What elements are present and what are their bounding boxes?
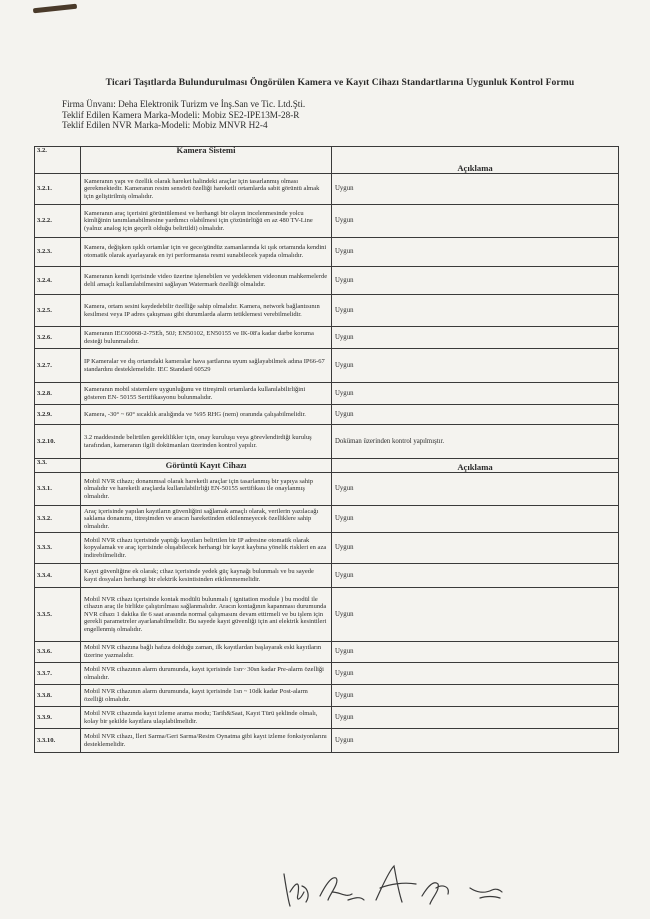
item-result: Uygun [332, 663, 619, 685]
item-result: Uygun [332, 295, 619, 327]
item-result: Uygun [332, 729, 619, 753]
item-requirement: Araç içerisinde yapılan kayıtların güvenliğini sağlamak amaçlı olarak, verilerin yazılacağı saklama donanımı, titreşimden ve aracın hareketinden etkilenmeyecek özelliklere sahip olmalıdır. [81, 506, 332, 533]
signature-4 [422, 883, 448, 904]
result-header: Açıklama [332, 147, 619, 174]
item-requirement: Mobil NVR cihazının alarm durumunda, kayıt içerisinde 1sn ~ 10dk kadar Post-alarm özelliği olmalıdır. [81, 685, 332, 707]
table-row [35, 506, 619, 533]
table-row [35, 564, 619, 588]
table-row [35, 533, 619, 564]
table-row [35, 349, 619, 383]
item-requirement: Kayıt güvenliğine ek olarak; cihaz içerisinde yedek güç kaynağı bulunmalı ve bu sayede kayıt dosyaları herhangi bir elektrik kesintisinden etkilenmemelidir. [81, 564, 332, 588]
item-number: 3.2.2. [35, 205, 81, 238]
item-number: 3.2.9. [35, 405, 81, 425]
item-number: 3.2.10. [35, 425, 81, 459]
result-header: Açıklama [332, 459, 619, 473]
item-number: 3.2.4. [35, 267, 81, 295]
section-header-row [35, 459, 619, 473]
table-row [35, 425, 619, 459]
table-row [35, 405, 619, 425]
table-row [35, 267, 619, 295]
item-result: Uygun [332, 174, 619, 205]
item-requirement: Mobil NVR cihazı, İleri Sarma/Geri Sarma/Resim Oynatma gibi kayıt izleme fonksiyonlarını desteklemelidir. [81, 729, 332, 753]
item-requirement: Mobil NVR cihazı içerisinde kontak modülü bulunmalı ( ignitation module ) bu modül ile cihazın araç ile birlikte çalıştırılması sağlanmalıdır. Aracın kontağının kapanması durumunda NVR cihazı 1 dakika ile 6 saat arasında normal çalışmasını devam ettirmeli ve bu işlem için gerekli parametreler ayarlanabilmelidir. Bu sayede kayıt güvenliği için ani elektrik kesintileri engellenmiş olmalıdır. [81, 588, 332, 642]
signature-5 [470, 888, 502, 898]
signature-1 [284, 874, 308, 906]
table-row [35, 729, 619, 753]
table-row [35, 383, 619, 405]
item-number: 3.3.4. [35, 564, 81, 588]
item-requirement: Mobil NVR cihazına bağlı hafıza dolduğu zaman, ilk kayıtlardan başlayarak eski kayıtların üzerine yazmalıdır. [81, 642, 332, 663]
section-header-row [35, 147, 619, 174]
item-requirement: IP Kameralar ve dış ortamdaki kameralar hava şartlarına uyum sağlayabilmek adına IP66-67 standardını desteklemelidir. IEC Standard 60529 [81, 349, 332, 383]
item-number: 3.3.6. [35, 642, 81, 663]
handwritten-signatures [280, 862, 510, 912]
item-result: Uygun [332, 383, 619, 405]
section-number: 3.2. [35, 147, 81, 174]
section-number: 3.3. [35, 459, 81, 473]
item-number: 3.2.3. [35, 238, 81, 267]
item-requirement: Kamera, ortam sesini kaydedebilir özelliğe sahip olmalıdır. Kamera, network bağlantısının kesilmesi veya IP adres çakışması gibi durumlarda alarm tetiklemesi verebilmelidir. [81, 295, 332, 327]
item-number: 3.2.8. [35, 383, 81, 405]
nvr-model: Teklif Edilen NVR Marka-Modeli: Mobiz MNVR H2-4 [62, 120, 268, 130]
item-result: Uygun [332, 533, 619, 564]
table-row [35, 663, 619, 685]
item-number: 3.3.1. [35, 473, 81, 506]
item-result: Uygun [332, 238, 619, 267]
section-title: Kamera Sistemi [81, 147, 332, 174]
item-number: 3.3.9. [35, 707, 81, 729]
table-row [35, 473, 619, 506]
pen-mark [33, 4, 77, 14]
compliance-table [34, 146, 619, 753]
item-result: Uygun [332, 588, 619, 642]
table-row [35, 205, 619, 238]
item-number: 3.2.6. [35, 327, 81, 349]
item-result: Uygun [332, 707, 619, 729]
item-number: 3.2.5. [35, 295, 81, 327]
item-requirement: Kameranın kendi içerisinde video üzerine işlenebilen ve yedeklenen videonun mahkemelerde delil amaçlı kullanılabilmesini sağlayan Watermark özelliği olmalıdır. [81, 267, 332, 295]
table-row [35, 588, 619, 642]
item-requirement: Mobil NVR cihazının alarm durumunda, kayıt içerisinde 1sn~ 30sn kadar Pre-alarm özelliği olmalıdır. [81, 663, 332, 685]
section-title: Görüntü Kayıt Cihazı [81, 459, 332, 473]
table-row [35, 685, 619, 707]
table-row [35, 295, 619, 327]
item-number: 3.2.1. [35, 174, 81, 205]
form-title: Ticari Taşıtlarda Bulundurulması Öngörülen Kamera ve Kayıt Cihazı Standartlarına Uygunluk Kontrol Formu [105, 77, 575, 88]
signature-2 [320, 878, 364, 900]
item-requirement: Mobil NVR cihazı içerisinde yaptığı kayıtları belirtilen bir IP adresine otomatik olarak kopyalamak ve araç içerisinde oluşabilecek herhangi bir kayıt kaybına yönelik riskleri en aza indirebilmelidir. [81, 533, 332, 564]
table-row [35, 707, 619, 729]
item-number: 3.3.3. [35, 533, 81, 564]
item-result: Uygun [332, 642, 619, 663]
item-requirement: Mobil NVR cihazında kayıt izleme arama modu; Tarih&Saat, Kayıt Türü şeklinde olmalı, kolay bir şekilde kayıtlara ulaşılabilmelidir. [81, 707, 332, 729]
item-number: 3.3.7. [35, 663, 81, 685]
item-number: 3.3.2. [35, 506, 81, 533]
item-result: Uygun [332, 405, 619, 425]
item-requirement: Kamera, -30° ~ 60° sıcaklık aralığında ve %95 RHG (nem) oranında çalışabilmelidir. [81, 405, 332, 425]
item-requirement: Kameranın mobil sistemlere uygunluğunu ve titreşimli ortamlarda kullanılabilirliğini gösteren EN- 50155 Sertifikasyonu bulunmalıdır. [81, 383, 332, 405]
item-result: Uygun [332, 205, 619, 238]
item-result: Uygun [332, 267, 619, 295]
item-requirement: Kameranın araç içerisini görüntülemesi ve herhangi bir olayın incelenmesinde yolcu kimliğinin tanımlanabilmesine yardımcı olabilmesi için çözünürlüğü en az 480 TV-Line (yalnız analog için geçerli olduğu belirtildi) olmalıdır. [81, 205, 332, 238]
signature-3 [376, 866, 416, 902]
firm-name: Firma Ünvanı: Deha Elektronik Turizm ve İnş.San ve Tic. Ltd.Şti. [62, 99, 306, 109]
item-result: Uygun [332, 327, 619, 349]
item-number: 3.2.7. [35, 349, 81, 383]
item-requirement: Mobil NVR cihazı; donanımsal olarak hareketli araçlar için tasarlanmış bir yapıya sahip olmalıdır ve hareketli araçlarda kullanılabilirliği EN-50155 sertifikası ile onaylanmış olmalıdır. [81, 473, 332, 506]
item-requirement: Kamera, değişken ışıklı ortamlar için ve gece/gündüz zamanlarında ki ışık ortamında kendini otomatik olarak ayarlayarak en iyi performansta resmi sunabilecek yapıda olmalıdır. [81, 238, 332, 267]
item-number: 3.3.10. [35, 729, 81, 753]
item-number: 3.3.8. [35, 685, 81, 707]
item-result: Uygun [332, 564, 619, 588]
item-result: Uygun [332, 473, 619, 506]
item-requirement: 3.2 maddesinde belirtilen gereklilikler için, onay kuruluşu veya görevlendirdiği kuruluş tarafından, kameranın ilgili dokümanları üzerinden kontrol yapılır. [81, 425, 332, 459]
item-requirement: Kameranın yapı ve özellik olarak hareket halindeki araçlar için tasarlanmış olması gerekmektedir. Kameranın resim sensörü özelliği hareketli ortamlarda sabit görüntü almak için geliştirilmiş olmalıdır. [81, 174, 332, 205]
item-result: Uygun [332, 506, 619, 533]
table-row [35, 238, 619, 267]
item-result: Doküman üzerinden kontrol yapılmıştır. [332, 425, 619, 459]
table-row [35, 642, 619, 663]
table-row [35, 174, 619, 205]
item-requirement: Kameranın IEC60068-2-75Eh, 50J; EN50102, EN50155 ve IK-08'a kadar darbe koruma desteği bulunmalıdır. [81, 327, 332, 349]
item-number: 3.3.5. [35, 588, 81, 642]
table-row [35, 327, 619, 349]
item-result: Uygun [332, 685, 619, 707]
item-result: Uygun [332, 349, 619, 383]
company-info [62, 99, 305, 131]
camera-model: Teklif Edilen Kamera Marka-Modeli: Mobiz SE2-IPE13M-28-R [62, 109, 300, 120]
